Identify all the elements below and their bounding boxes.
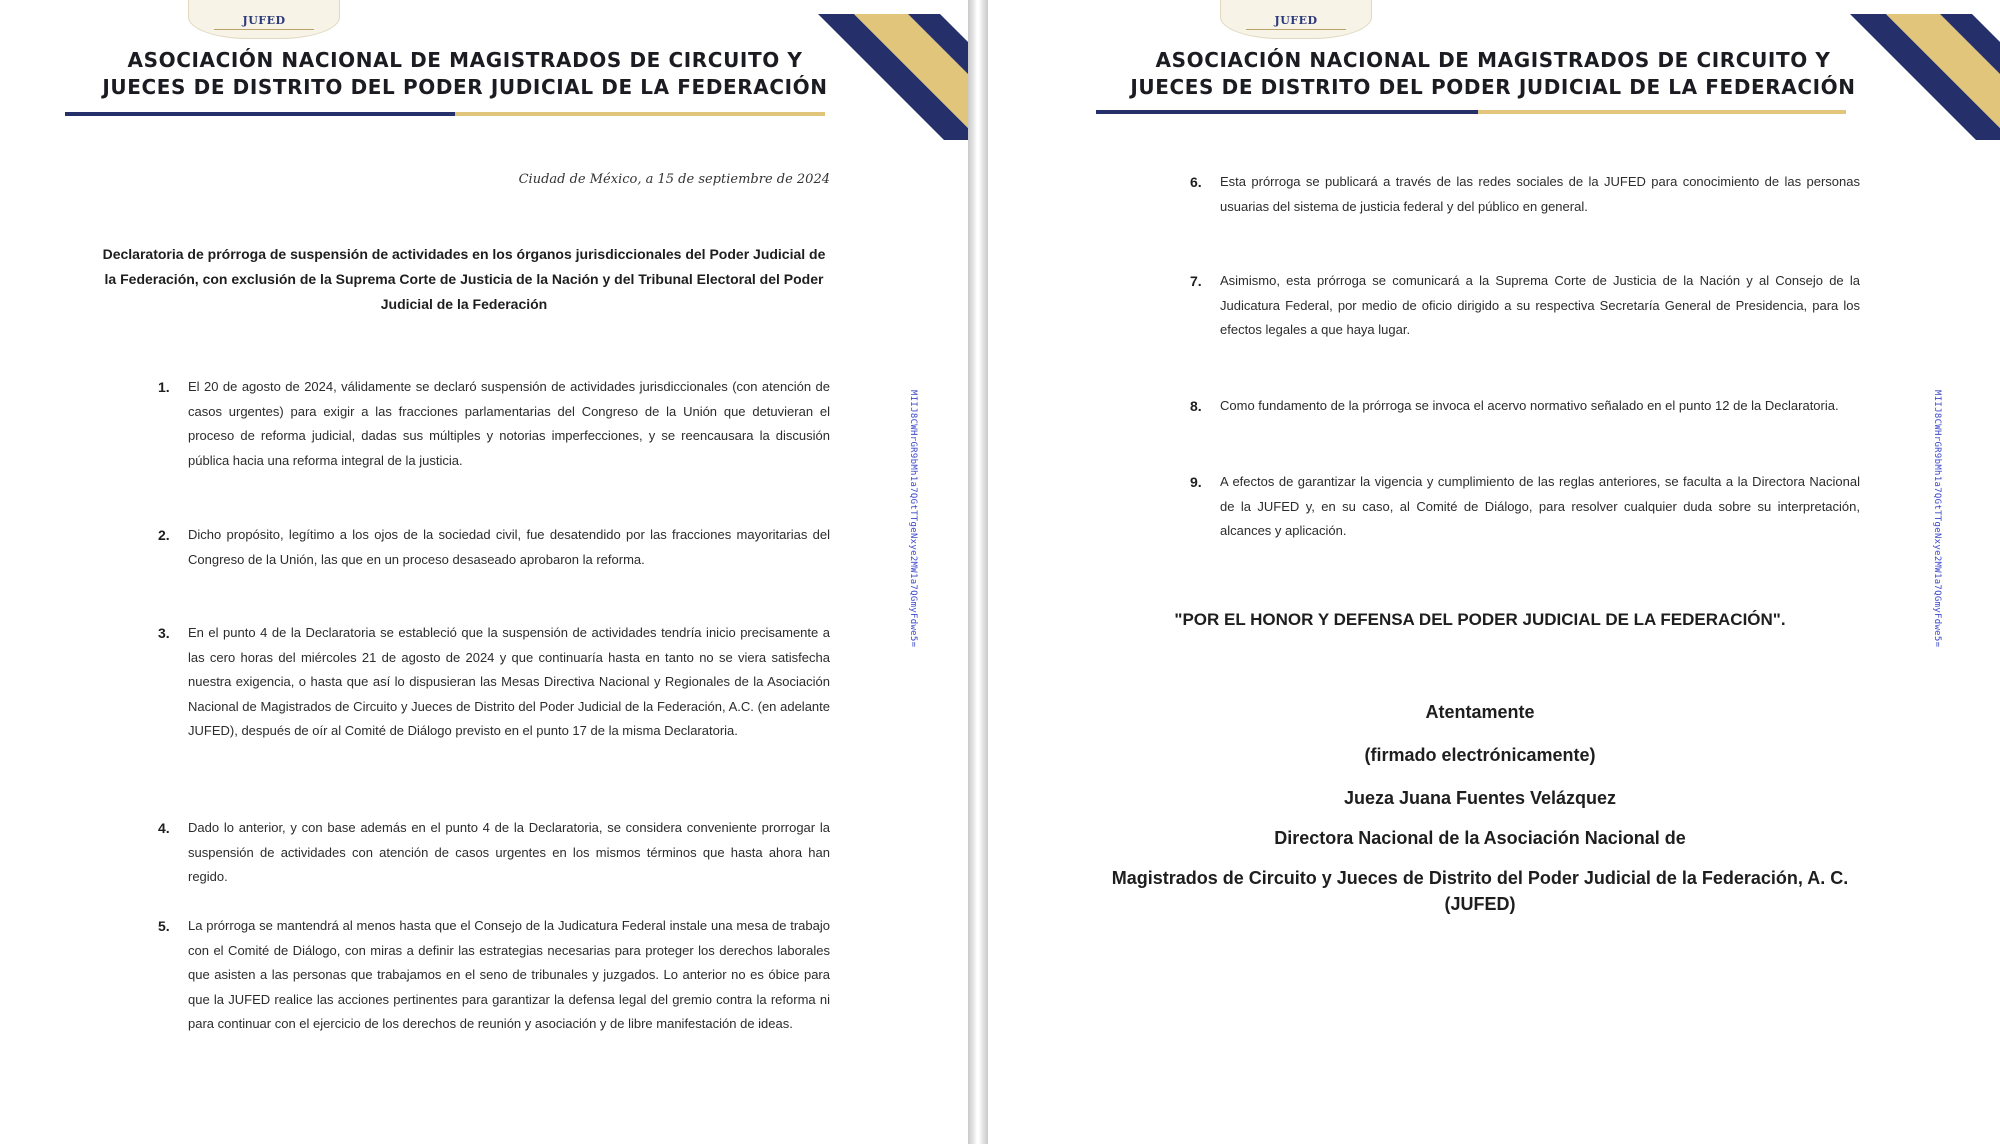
header-rule-gold [1478,110,1846,114]
list-item [158,914,830,1037]
corner-stripes-decoration [1850,0,2000,140]
logo-text: JUFED [1274,14,1318,27]
list-item [1190,394,1860,419]
item-number: 1. [158,379,170,395]
item-text: A efectos de garantizar la vigencia y cumplimiento de las reglas anteriores, se faculta a la Directora Nacional de la JUFED y, en su caso, al Comité de Diálogo, para resolver cualquier duda sobre su interpretación, alcances y aplicación. [1220,474,1860,538]
list-item [158,816,830,890]
item-text: La prórroga se mantendrá al menos hasta que el Consejo de la Judicatura Federal instale una mesa de trabajo con el Comité de Diálogo, con miras a definir las estrategias necesarias para proteger los derechos laborales que asisten a las personas que trabajamos en el seno de tribunales y juzgados. Lo anterior no es óbice para que la JUFED realice las acciones pertinentes para garantizar la defensa legal del gremio contra la reforma ni para continuar con el ejercicio de los derechos de reunión y asociación y de libre manifestación de ideas. [188,918,830,1031]
item-text: En el punto 4 de la Declaratoria se estableció que la suspensión de actividades tendría inicio precisamente a las cero horas del miércoles 21 de agosto de 2024 y que continuaría hasta en tanto no se viera satisfecha nuestra exigencia, o hasta que así lo dispusieran las Mesas Directiva Nacional y Regionales de la Asociación Nacional de Magistrados de Circuito y Jueces de Distrito del Poder Judicial de la Federación, A.C. (en adelante JUFED), después de oír al Comité de Diálogo previsto en el punto 17 de la misma Declaratoria. [188,625,830,738]
item-number: 4. [158,820,170,836]
item-number: 3. [158,625,170,641]
jufed-logo [188,0,340,39]
item-number: 5. [158,918,170,934]
list-item [1190,470,1860,544]
list-item [158,621,830,744]
signer-role-line2: Magistrados de Circuito y Jueces de Distrito del Poder Judicial de la Federación, A. C. (JUFED) [1111,868,1849,914]
list-item [1190,269,1860,343]
signer-role-line1: Directora Nacional de la Asociación Nacional de [1274,828,1686,848]
item-number: 8. [1190,398,1202,414]
header-title-line1: ASOCIACIÓN NACIONAL DE MAGISTRADOS DE CIRCUITO Y [127,48,803,72]
header-rule-navy [65,112,455,116]
item-text: Esta prórroga se publicará a través de las redes sociales de la JUFED para conocimiento de las personas usuarias del sistema de justicia federal y del público en general. [1220,174,1860,214]
document-title: Declaratoria de prórroga de suspensión de actividades en los órganos jurisdiccionales del Poder Judicial de la Federación, con exclusión de la Suprema Corte de Justicia de la Nación y del Tribunal Electoral del Poder Judicial de la Federación [102,246,826,312]
item-text: Asimismo, esta prórroga se comunicará a la Suprema Corte de Justicia de la Nación y al Consejo de la Judicatura Federal, por medio de oficio dirigido a su respectiva Secretaría General de Presidencia, para los efectos legales a que haya lugar. [1220,273,1860,337]
list-item [158,375,830,473]
logo-text: JUFED [242,14,286,27]
page-gutter [968,0,988,1144]
header-title [40,47,890,101]
header-title-line2: JUECES DE DISTRITO DEL PODER JUDICIAL DE LA FEDERACIÓN [102,75,828,99]
list-item [1190,170,1860,219]
header-rule-gold [455,112,825,116]
header-title-line1: ASOCIACIÓN NACIONAL DE MAGISTRADOS DE CIRCUITO Y [1155,48,1831,72]
item-number: 6. [1190,174,1202,190]
header-rule-navy [1096,110,1478,114]
item-text: Como fundamento de la prórroga se invoca el acervo normativo señalado en el punto 12 de la Declaratoria. [1220,398,1839,413]
item-number: 7. [1190,273,1202,289]
logo-underline [214,29,314,33]
electronic-signature-code: MIIJ8CWHrGR9bMh1a7QGtTTgeNxye2MW1a7QGmyFdwe5= [1932,390,1942,648]
signed-note: (firmado electrónicamente) [1364,745,1596,765]
closing-text: Atentamente [1425,702,1535,722]
item-text: El 20 de agosto de 2024, válidamente se declaró suspensión de actividades jurisdiccionales (con atención de casos urgentes) para exigir a las fracciones parlamentarias del Congreso de la Unión que detuvieran el proceso de reforma judicial, dadas sus múltiples y notorias imperfecciones, y se reencausara la discusión pública hacia una reforma integral de la justicia. [188,379,830,468]
item-text: Dado lo anterior, y con base además en el punto 4 de la Declaratoria, se considera conveniente prorrogar la suspensión de actividades con atención de casos urgentes en los mismos términos que hasta ahora han regido. [188,820,830,884]
item-number: 9. [1190,474,1202,490]
motto: "POR EL HONOR Y DEFENSA DEL PODER JUDICIAL DE LA FEDERACIÓN". [1174,610,1786,629]
item-number: 2. [158,527,170,543]
item-text: Dicho propósito, legítimo a los ojos de la sociedad civil, fue desatendido por las fracciones mayoritarias del Congreso de la Unión, las que en un proceso desaseado aprobaron la reforma. [188,527,830,567]
document-page-left [0,0,968,1144]
document-page-right [988,0,2000,1144]
logo-underline [1246,29,1346,33]
corner-stripes-decoration [818,0,968,140]
electronic-signature-code: MIIJ8CWHrGR9bMh1a7QGtTTgeNxye2MW1a7QGmyFdwe5= [908,390,918,648]
document-date: Ciudad de México, a 15 de septiembre de 2024 [518,172,830,187]
jufed-logo [1220,0,1372,39]
header-title [1078,47,1908,101]
signer-name: Jueza Juana Fuentes Velázquez [1343,788,1617,808]
header-title-line2: JUECES DE DISTRITO DEL PODER JUDICIAL DE LA FEDERACIÓN [1130,75,1856,99]
list-item [158,523,830,572]
